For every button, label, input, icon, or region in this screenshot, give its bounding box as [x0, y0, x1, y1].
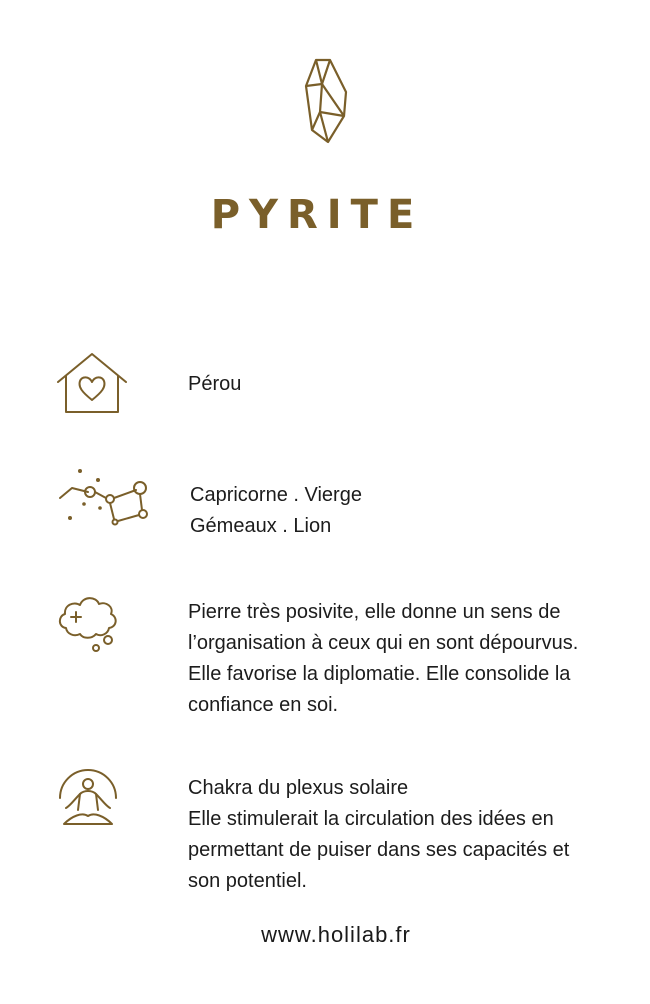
constellation-icon	[58, 468, 150, 526]
meditation-icon	[56, 766, 120, 828]
chakra-line: son potentiel.	[188, 870, 307, 892]
stone-title: PYRITE	[210, 192, 424, 238]
zodiac-line: Gémeaux . Lion	[190, 515, 332, 537]
house-heart-icon	[56, 350, 128, 414]
zodiac-text	[190, 480, 362, 542]
virtues-line: l’organisation à ceux qui en sont dépourvus.	[188, 632, 579, 654]
virtues-line: confiance en soi.	[188, 694, 339, 716]
thought-cloud-icon	[56, 592, 122, 654]
zodiac-line: Capricorne . Vierge	[190, 484, 362, 506]
origin-text: Pérou	[188, 373, 242, 395]
chakra-line: Elle stimulerait la circulation des idées en	[188, 808, 554, 830]
virtues-line: Elle favorise la diplomatie. Elle consolide la	[188, 663, 571, 685]
website-link[interactable]: www.holilab.fr	[261, 922, 411, 947]
crystal-icon	[300, 56, 352, 146]
chakra-line: Chakra du plexus solaire	[188, 777, 409, 799]
chakra-text	[188, 773, 569, 897]
virtues-line: Pierre très posivite, elle donne un sens de	[188, 601, 561, 623]
virtues-text	[188, 597, 578, 721]
chakra-line: permettant de puiser dans ses capacités et	[188, 839, 570, 861]
